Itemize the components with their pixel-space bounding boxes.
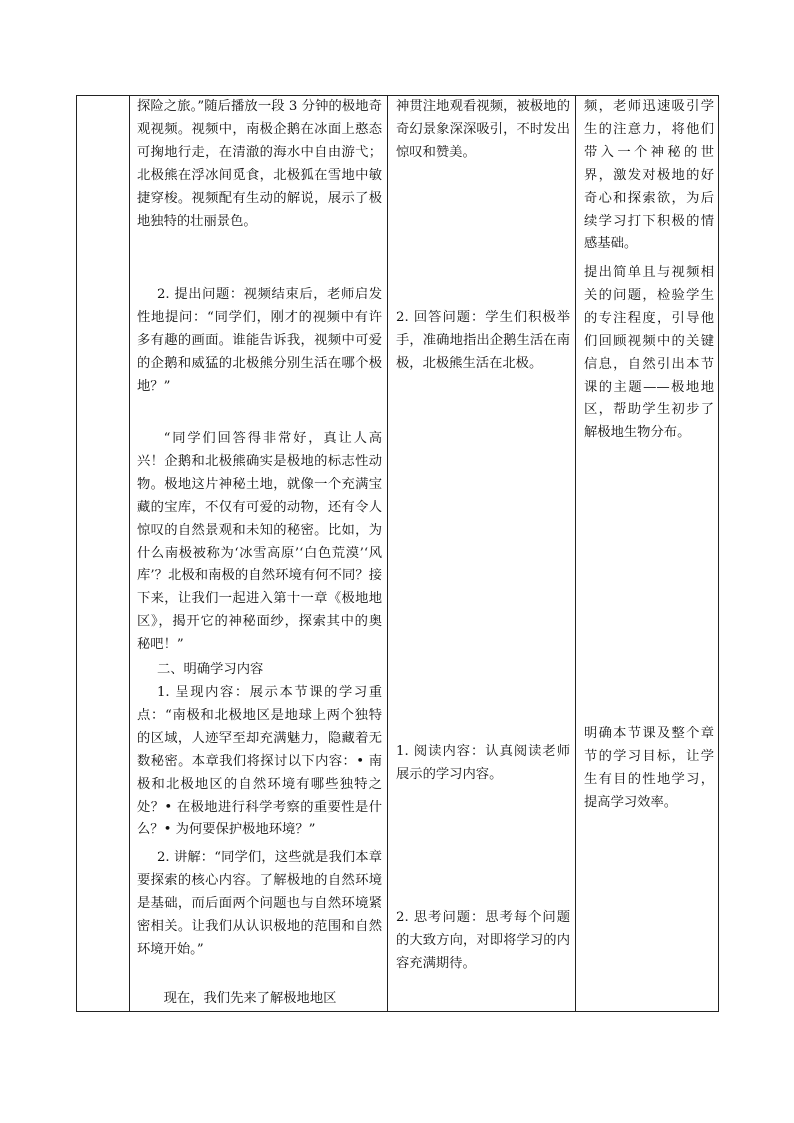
design-intent-column — [576, 96, 719, 1012]
intent-question-text: 提出简单且与视频相关的问题，检验学生的专注程度，引导他们回顾视频中的关键信息，自然引出本节课的主题——极地地区，帮助学生初步了解极地生物分布。 — [584, 265, 714, 441]
stage-column — [77, 96, 130, 1012]
intent-goal-text: 明确本节课及整个章节的学习目标，让学生有目的性地学习，提高学习效率。 — [584, 726, 714, 810]
teacher-activity-column — [130, 96, 388, 1012]
teacher-question-text: 2. 提出问题：视频结束后，老师启发性地提问：“同学们，刚才的视频中有许多有趣的画面。谁能告诉我，视频中可爱的企鹅和威猛的北极熊分别生活在哪个极地？” — [137, 287, 382, 394]
teacher-now-text: 现在，我们先来了解极地地区 — [163, 991, 337, 1006]
table-row — [77, 96, 719, 1012]
section-heading: 二、明确学习内容 — [156, 662, 264, 677]
student-activity-column — [388, 96, 576, 1012]
student-watch-text: 神贯注地观看视频，被极地的奇幻景象深深吸引，不时发出惊叹和赞美。 — [396, 99, 570, 160]
lesson-plan-table — [76, 95, 719, 1012]
student-read-text: 1. 阅读内容：认真阅读老师展示的学习内容。 — [396, 744, 570, 782]
teacher-present-text: 1. 呈现内容：展示本节课的学习重点：“南极和北极地区是地球上两个独特的区域，人迹罕至却充满魅力，隐藏着无数秘密。本章我们将探讨以下内容：• 南极和北极地区的自然环境有哪些独特之处？• 在极地进行科学考察的重要性是什么？• 为何要保护极地环境？” — [137, 685, 382, 838]
teacher-praise-text: “同学们回答得非常好，真让人高兴！企鹅和北极熊确实是极地的标志性动物。极地这片神秘土地，就像一个充满宝藏的宝库，不仅有可爱的动物，还有令人惊叹的自然景观和未知的秘密。比如，为什么南极被称为‘冰雪高原’‘白色荒漠’‘风库’？北极和南极的自然环境有何不同？接下来，让我们一起进入第十一章《极地地区》，揭开它的神秘面纱，探索其中的奥秘吧！” — [137, 431, 382, 653]
student-think-text: 2. 思考问题：思考每个问题的大致方向，对即将学习的内容充满期待。 — [396, 910, 570, 971]
teacher-explain-text: 2. 讲解：“同学们，这些就是我们本章要探索的核心内容。了解极地的自然环境是基础，而后面两个问题也与自然环境紧密相关。让我们从认识极地的范围和自然环境开始。” — [137, 850, 382, 957]
teacher-intro-text: 探险之旅。”随后播放一段 3 分钟的极地奇观视频。视频中，南极企鹅在冰面上憨态可掬地行走，在清澈的海水中自由游弋；北极熊在浮冰间觅食，北极狐在雪地中敏捷穿梭。视频配有生动的解说，展示了极地独特的壮丽景色。 — [137, 99, 382, 229]
intent-video-text: 频，老师迅速吸引学生的注意力，将他们带入一个神秘的世界，激发对极地的好奇心和探索欲，为后续学习打下积极的情感基础。 — [584, 99, 714, 252]
student-answer-text: 2. 回答问题：学生们积极举手，准确地指出企鹅生活在南极，北极熊生活在北极。 — [396, 310, 570, 371]
